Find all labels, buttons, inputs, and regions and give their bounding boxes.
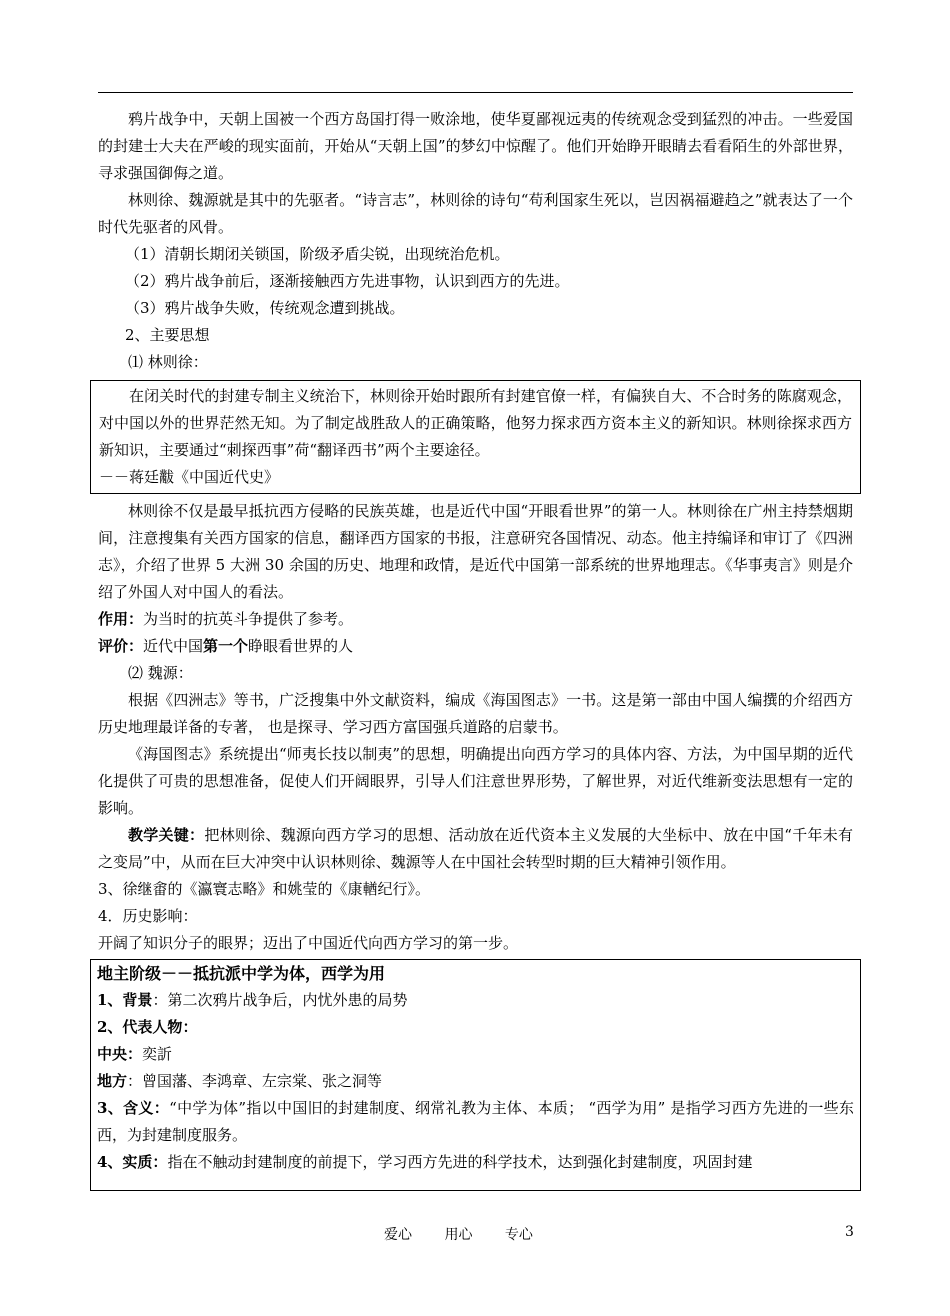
- box-line: [97, 1068, 854, 1095]
- section-heading: 4．历史影响：: [98, 907, 198, 925]
- summary-box: [90, 959, 861, 1191]
- meaning-label: 3、含义：: [97, 1099, 170, 1117]
- footer-word: 爱心: [384, 1227, 412, 1243]
- list-item: （1）清朝长期闭关锁国，阶级矛盾尖锐，出现统治危机。: [125, 245, 510, 263]
- section-heading: 3、徐继畬的《瀛寰志略》和姚莹的《康輶纪行》。: [98, 880, 431, 898]
- quote-source: －－蒋廷黻《中国近代史》: [99, 468, 280, 486]
- evaluation-emphasis: 第一个: [203, 637, 249, 655]
- paragraph: 林则徐、魏源就是其中的先驱者。“诗言志”，林则徐的诗句“苟利国家生死以，岂因祸福避趋之”就表达了一个时代先驱者的风骨。: [98, 191, 853, 236]
- background-text: ：第二次鸦片战争后，内忧外患的局势: [152, 991, 408, 1009]
- paragraph: 《海国图志》系统提出“师夷长技以制夷”的思想，明确提出向西方学习的具体内容、方法，为中国早期的近代化提供了可贵的思想准备，促使人们开阔眼界，引导人们注意世界形势，了解世界，对近代维新变法思想有一定的影响。: [98, 745, 853, 817]
- paragraph: 开阔了知识分子的眼界；迈出了中国近代向西方学习的第一步。: [98, 934, 519, 952]
- quote-box: [90, 380, 861, 494]
- effect-text: 为当时的抗英斗争提供了参考。: [143, 610, 354, 628]
- box-title: 地主阶级－－抵抗派中学为体，西学为用: [97, 964, 386, 983]
- list-item: （3）鸦片战争失败，传统观念遭到挑战。: [125, 299, 405, 317]
- evaluation-text: 近代中国: [143, 637, 204, 655]
- effect-label: 作用：: [98, 610, 144, 628]
- subheading: ⑴ 林则徐：: [128, 353, 208, 371]
- central-text: 奕訢: [142, 1045, 173, 1063]
- key-text: 把林则徐、魏源向西方学习的思想、活动放在近代资本主义发展的大坐标中、放在中国“千年未有之变局”中，从而在巨大冲突中认识林则徐、魏源等人在中国社会转型时期的巨大精神引领作用。: [98, 826, 853, 871]
- effect-line: [98, 606, 853, 633]
- box-line: [97, 1149, 854, 1176]
- page-footer: [0, 1224, 950, 1244]
- evaluation-text-end: 睁眼看世界的人: [248, 637, 354, 655]
- evaluation-label: 评价：: [98, 637, 144, 655]
- evaluation-line: [98, 633, 853, 660]
- key-label: 教学关键：: [128, 826, 205, 844]
- background-label: 1、背景: [97, 991, 153, 1009]
- footer-word: 用心: [444, 1227, 473, 1243]
- header-rule: [98, 92, 853, 93]
- essence-label: 4、实质：: [97, 1153, 168, 1171]
- meaning-text: “中学为体”指以中国旧的封建制度、纲常礼教为主体、本质； “西学为用” 是指学习西方先进的一些东西，为封建制度服务。: [97, 1099, 855, 1144]
- page-number: 3: [845, 1224, 854, 1240]
- central-label: 中央：: [97, 1045, 143, 1063]
- footer-word: 专心: [504, 1227, 533, 1243]
- quote-text: 在闭关时代的封建专制主义统治下，林则徐开始时跟所有封建官僚一样，有偏狭自大、不合时务的陈腐观念，对中国以外的世界茫然无知。为了制定战胜敌人的正确策略，他努力探求西方资本主义的新知识。林则徐探求西方新知识，主要通过“刺探西事”荷“翻译西书”两个主要途径。: [99, 387, 852, 459]
- key-point: [98, 822, 853, 876]
- local-text: ：曾国藩、李鸿章、左宗棠、张之洞等: [127, 1072, 383, 1090]
- paragraph: 林则徐不仅是最早抵抗西方侵略的民族英雄，也是近代中国“开眼看世界”的第一人。林则徐在广州主持禁烟期间，注意搜集有关西方国家的信息，翻译西方国家的书报，注意研究各国情况、动态。他主持编译和审订了《四洲志》，介绍了世界 5 大洲 30 余国的历史、地理和政情，是近代中国第一部系统的世界地理志。《华事夷言》则是介绍了外国人对中国人的看法。: [98, 502, 853, 601]
- box-line: [97, 1041, 854, 1068]
- paragraph: 根据《四洲志》等书，广泛搜集中外文献资料，编成《海国图志》一书。这是第一部由中国人编撰的介绍西方历史地理最详备的专著， 也是探寻、学习西方富国强兵道路的启蒙书。: [98, 691, 853, 736]
- section-heading: 2、主要思想: [125, 326, 210, 344]
- representatives-label: 2、代表人物：: [97, 1018, 198, 1036]
- local-label: 地方: [97, 1072, 128, 1090]
- list-item: （2）鸦片战争前后，逐渐接触西方先进事物，认识到西方的先进。: [125, 272, 570, 290]
- subheading: ⑵ 魏源：: [128, 664, 193, 682]
- paragraph: 鸦片战争中，天朝上国被一个西方岛国打得一败涂地，使华夏鄙视远夷的传统观念受到猛烈的冲击。一些爱国的封建士大夫在严峻的现实面前，开始从“天朝上国”的梦幻中惊醒了。他们开始睁开眼睛去看看陌生的外部世界，寻求强国御侮之道。: [98, 110, 853, 182]
- box-line: [97, 987, 854, 1014]
- document-body: [98, 106, 853, 1191]
- essence-text: 指在不触动封建制度的前提下，学习西方先进的科学技术，达到强化封建制度，巩固封建: [167, 1153, 753, 1171]
- box-line: [97, 1095, 854, 1149]
- footer-motto: [384, 1224, 561, 1244]
